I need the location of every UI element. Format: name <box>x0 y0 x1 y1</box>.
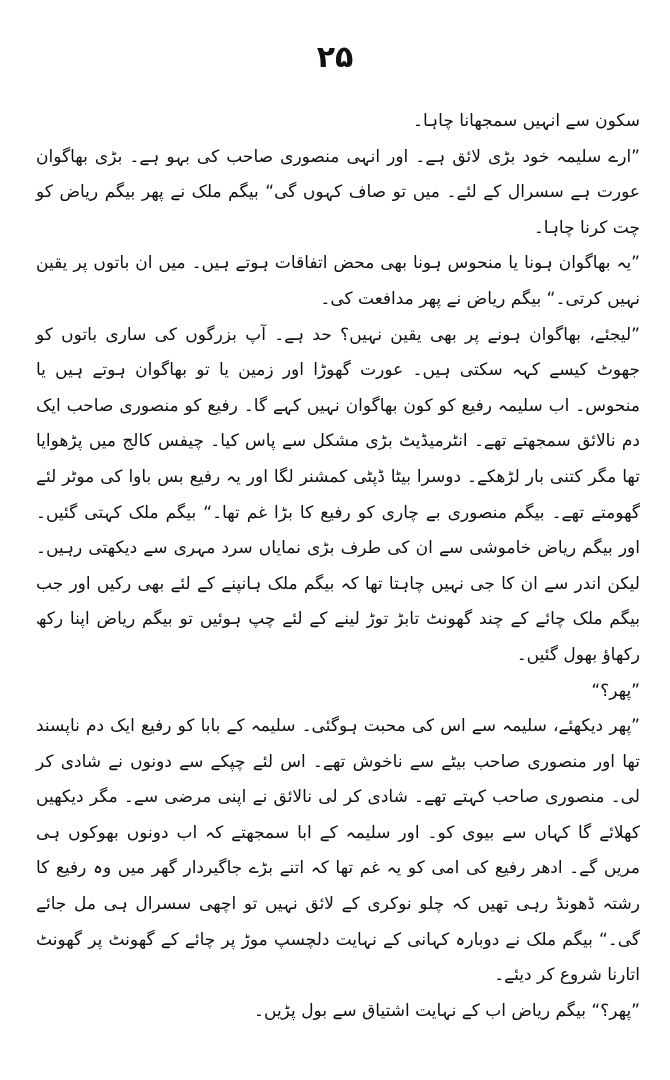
paragraph: ”ارے سلیمہ خود بڑی لائق ہے۔ اور انہی منصوری صاحب کی بہو ہے۔ بڑی بھاگوان عورت ہے سسرال کے لئے۔ میں تو صاف کہوں گی“ بیگم ملک نے پھر بیگم ریاض کو چت کرنا چاہا۔ <box>36 146 640 238</box>
paragraph: سکون سے انہیں سمجھانا چاہا۔ <box>413 111 640 131</box>
paragraph: ”پھر؟“ <box>591 680 640 701</box>
paragraph: ”پھر دیکھئے، سلیمہ سے اس کی محبت ہوگئی۔ سلیمہ کے بابا کو رفیع ایک دم ناپسند تھا اور منصوری صاحب بیٹے سے ناخوش تھے۔ اس لئے چپکے سے دونوں نے شادی کر لی۔ منصوری صاحب کہتے تھے۔ شادی کر لی نالائق نے اپنی مرضی سے۔ مگر دیکھیں کھلائے گا کہاں سے بیوی کو۔ اور سلیمہ کے ابا سمجھتے کہ اب دونوں بھوکوں ہی مریں گے۔ ادھر رفیع کی امی کو یہ غم تھا کہ اتنے بڑے جاگیردار گھر میں وہ رفیع کا رشتہ ڈھونڈ رہی تھیں کہ چلو نوکری کے لائق نہیں تو اچھی سسرال ہی مل جائے گی۔“ بیگم ملک نے دوبارہ کہانی کے نہایت دلچسپ موڑ پر چائے کے گھونٹ پر گھونٹ اتارنا شروع کر دیئے۔ <box>36 716 640 986</box>
paragraph: ”پھر؟“ بیگم ریاض اب کے نہایت اشتیاق سے بول پڑیں۔ <box>254 1000 640 1021</box>
page-number: ۲۵ <box>316 40 354 75</box>
paragraph: ”یہ بھاگوان ہونا یا منحوس ہونا بھی محض اتفاقات ہوتے ہیں۔ میں ان باتوں پر یقین نہیں کرتی۔“ بیگم ریاض نے پھر مدافعت کی۔ <box>36 253 640 309</box>
paragraph: ”لیجئے، بھاگوان ہونے پر بھی یقین نہیں؟ حد ہے۔ آپ بزرگوں کی ساری باتوں کو جھوٹ کیسے کہہ سکتی ہیں۔ عورت گھوڑا اور زمین یا تو بھاگوان ہوتے ہیں یا منحوس۔ اب سلیمہ رفیع کو کون بھاگوان نہیں کہے گا۔ رفیع کو منصوری صاحب ایک دم نالائق سمجھتے تھے۔ انٹرمیڈیٹ بڑی مشکل سے پاس کیا۔ چیفس کالج میں پڑھوایا تھا مگر کتنی بار لڑھکے۔ دوسرا بیٹا ڈپٹی کمشنر لگا اور یہ رفیع بس باوا کی موٹر لئے گھومتے تھے۔ بیگم منصوری بے چاری کو رفیع کا بڑا غم تھا۔“ بیگم ملک کہتی گئیں۔ اور بیگم ریاض خاموشی سے ان کی طرف بڑی نمایاں سرد مہری سے دیکھتی رہیں۔ لیکن اندر سے ان کا جی نہیں چاہتا تھا کہ بیگم ملک ہانپنے کے لئے بھی رکیں اور جب بیگم ملک چائے کے چند گھونٹ تابڑ توڑ لینے کے لئے چپ ہوئیں تو بیگم ریاض اپنا رکھ رکھاؤ بھول گئیں۔ <box>36 324 640 665</box>
page-body <box>36 104 640 1029</box>
